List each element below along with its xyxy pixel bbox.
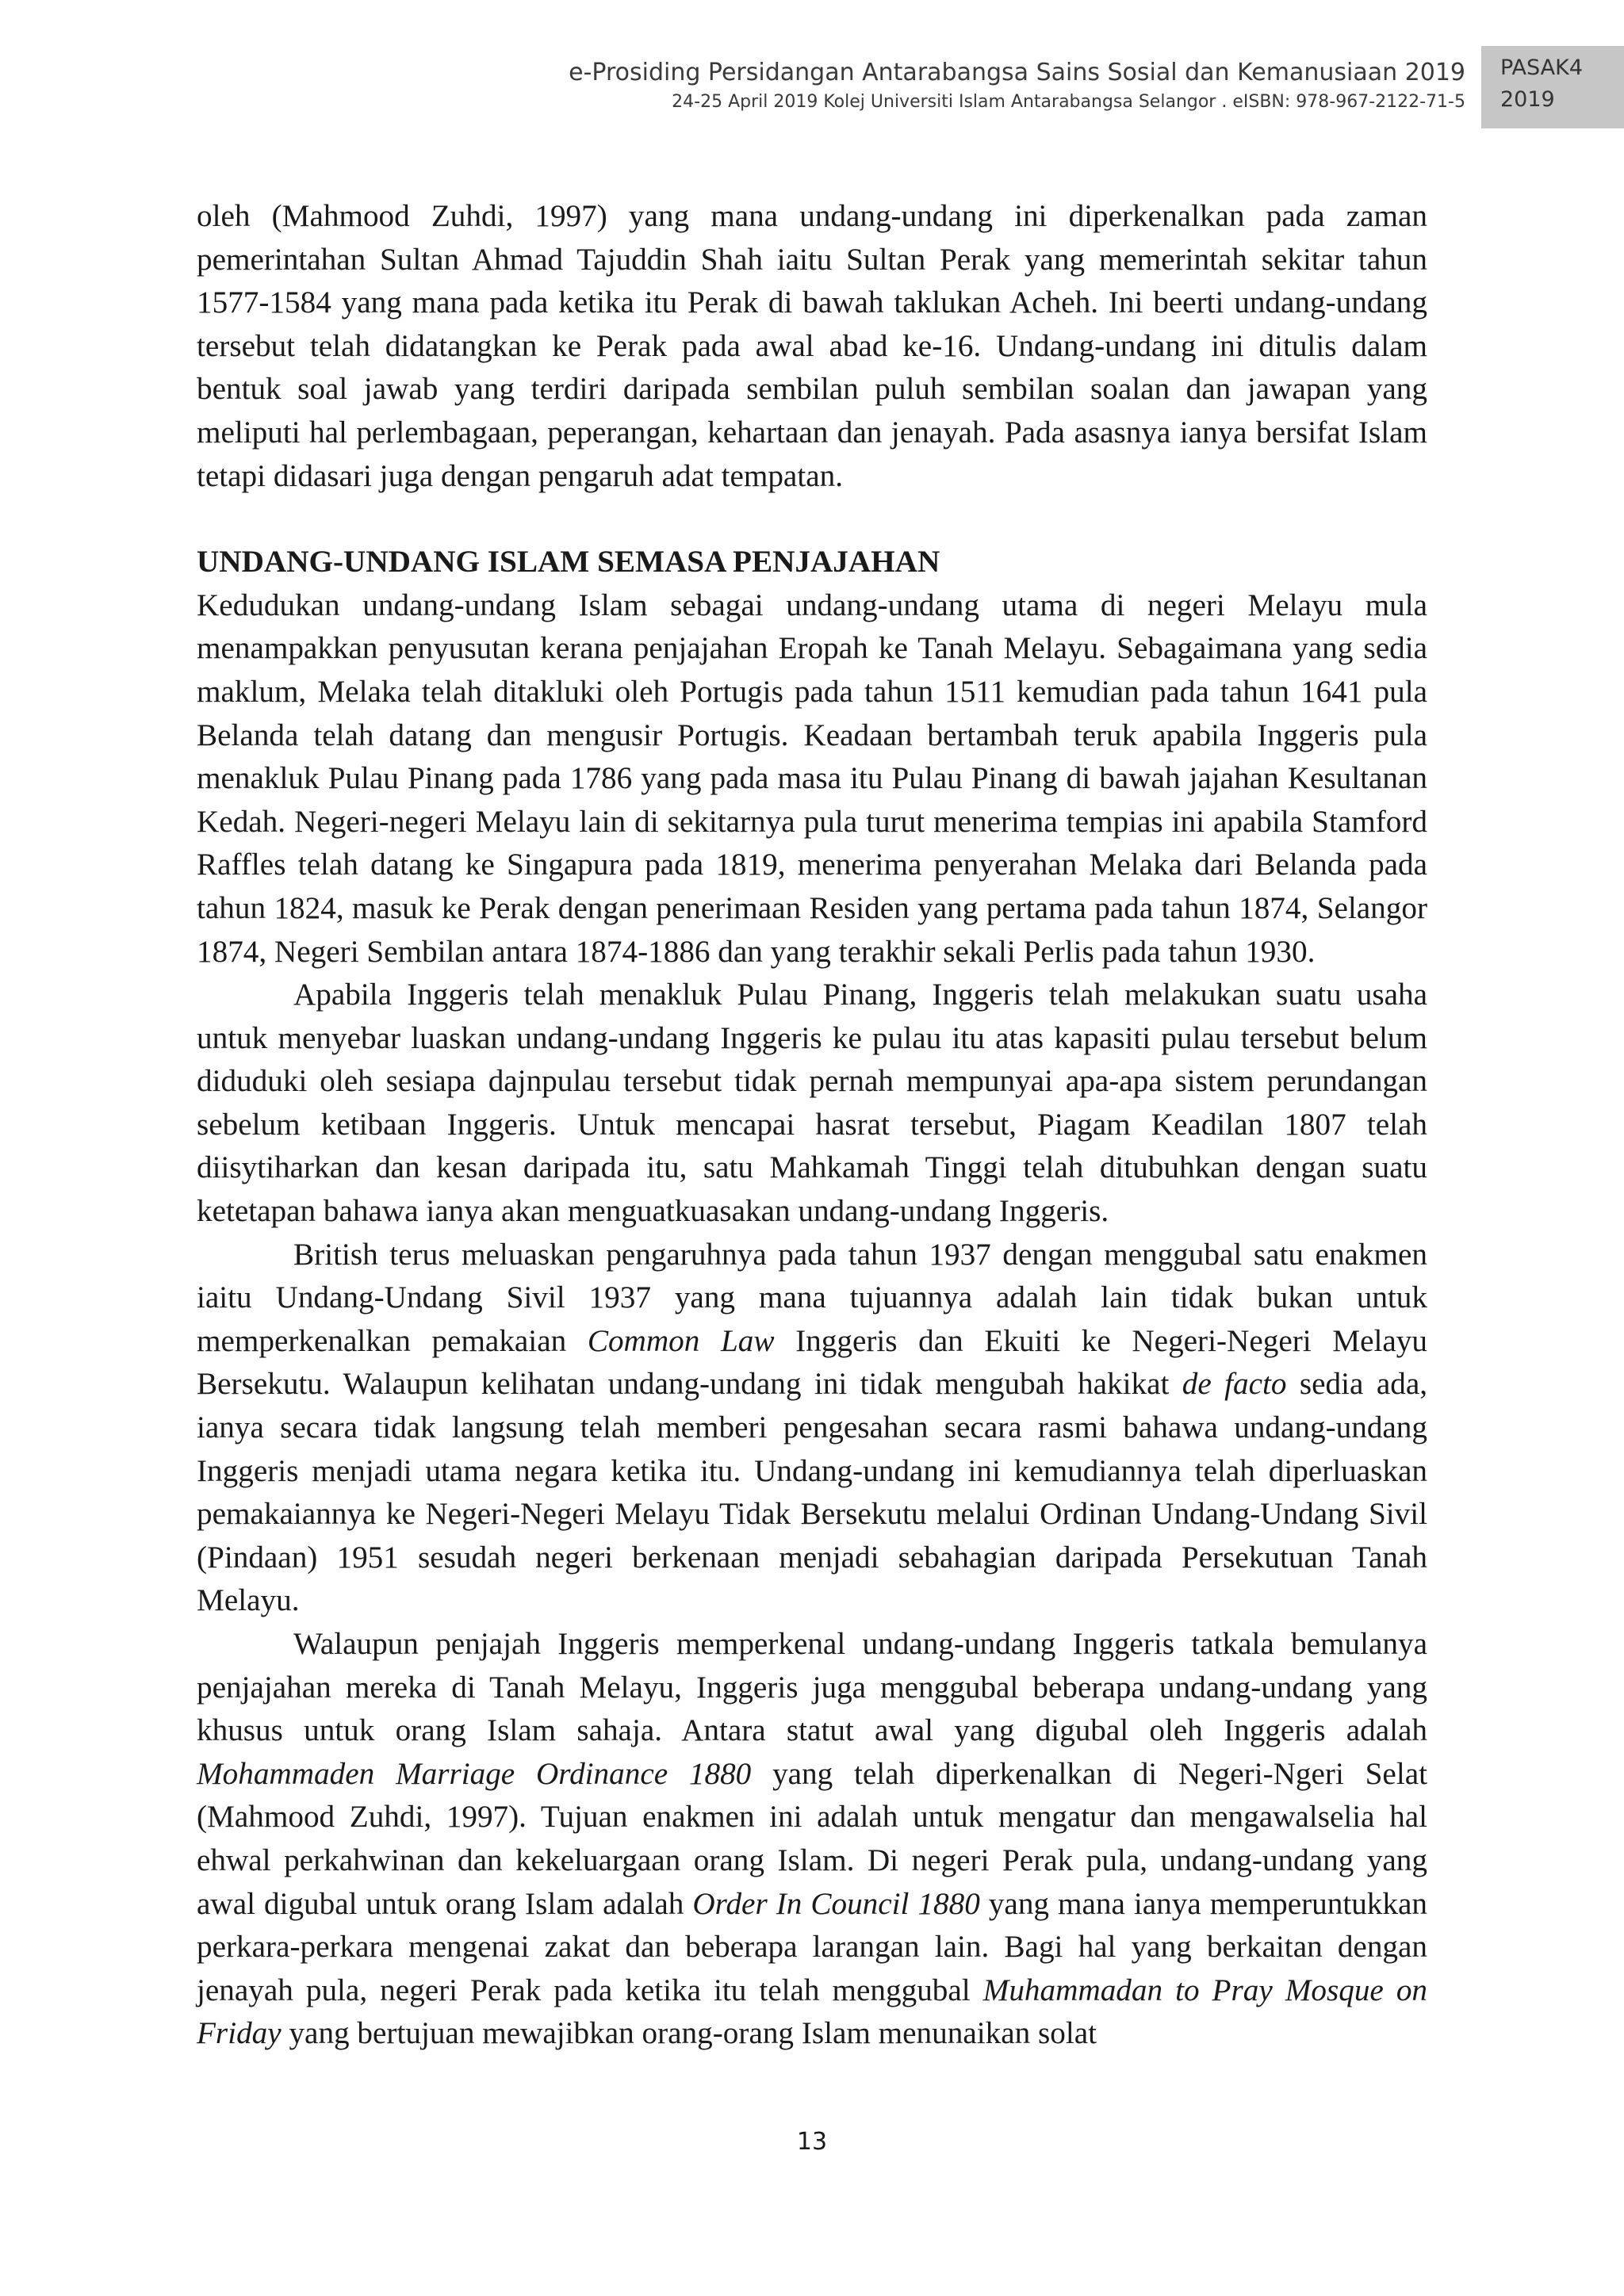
- conference-details: 24-25 April 2019 Kolej Universiti Islam Antarabangsa Selangor . eISBN: 978-967-2122-71-5: [672, 92, 1465, 112]
- page-header: [0, 57, 1624, 136]
- paragraph: Apabila Inggeris telah menakluk Pulau Pinang, Inggeris telah melakukan suatu usaha untuk menyebar luaskan undang-undang Inggeris ke pulau itu atas kapasiti pulau tersebut belum diduduki oleh sesiapa dajnpulau tersebut tidak pernah mempunyai apa-apa sistem perundangan sebelum ketibaan Inggeris. Untuk mencapai hasrat tersebut, Piagam Keadilan 1807 telah diisytiharkan dan kesan daripada itu, satu Mahkamah Tinggi telah ditubuhkan dengan suatu ketetapan bahawa ianya akan menguatkuasakan undang-undang Inggeris.: [197, 978, 1427, 1229]
- page-number: 13: [796, 2128, 828, 2156]
- text-run: Inggeris dan Ekuiti ke Negeri-Negeri Melayu Bersekutu. Walaupun kelihatan undang-undang ini tidak mengubah hakikat: [197, 1323, 1427, 1402]
- italic-term: Common Law: [587, 1323, 775, 1358]
- text-run: sedia ada, ianya secara tidak langsung telah memberi pengesahan secara rasmi bahawa undang-undang Inggeris menjadi utama negara ketika itu. Undang-undang ini kemudiannya telah diperluaskan pemakaiannya ke Negeri-Negeri Melayu Tidak Bersekutu melalui Ordinan Undang-Undang Sivil (Pindaan) 1951 sesudah negeri berkenaan menjadi sebahagian daripada Persekutuan Tanah Melayu.: [197, 1367, 1428, 1618]
- paragraph: [197, 1623, 1427, 2056]
- conference-badge: [1481, 46, 1624, 128]
- text-run: yang bertujuan mewajibkan orang-orang Islam menunaikan solat: [281, 2016, 1097, 2051]
- badge-year: 2019: [1500, 87, 1555, 112]
- badge-label: PASAK4: [1500, 55, 1584, 80]
- text-run: yang mana ianya memperuntukkan perkara-perkara mengenai zakat dan beberapa larangan lain. Bagi hal yang berkaitan dengan jenayah pula, negeri Perak pada ketika itu telah menggubal: [197, 1886, 1427, 2007]
- italic-term: Muhammadan to Pray Mosque on Friday: [197, 1973, 1428, 2051]
- italic-term: Order In Council 1880: [692, 1886, 980, 1921]
- conference-info: [569, 57, 1465, 116]
- text-run: yang telah diperkenalkan di Negeri-Ngeri Selat (Mahmood Zuhdi, 1997). Tujuan enakmen ini adalah untuk mengatur dan mengawalselia hal ehwal perkahwinan dan kekeluargaan orang Islam. Di negeri Perak pula, undang-undang yang awal digubal untuk orang Islam adalah: [197, 1756, 1427, 1921]
- text-run: Walaupun penjajah Inggeris memperkenal undang-undang Inggeris tatkala bemulanya penjajahan mereka di Tanah Melayu, Inggeris juga menggubal beberapa undang-undang yang khusus untuk orang Islam sahaja. Antara statut awal yang digubal oleh Inggeris adalah: [197, 1627, 1427, 1748]
- italic-term: Mohammaden Marriage Ordinance 1880: [197, 1756, 752, 1791]
- paragraph-continuation: oleh (Mahmood Zuhdi, 1997) yang mana undang-undang ini diperkenalkan pada zaman pemerintahan Sultan Ahmad Tajuddin Shah iaitu Sultan Perak yang memerintah sekitar tahun 1577-1584 yang mana pada ketika itu Perak di bawah taklukan Acheh. Ini beerti undang-undang tersebut telah didatangkan ke Perak pada awal abad ke-16. Undang-undang ini ditulis dalam bentuk soal jawab yang terdiri daripada sembilan puluh sembilan soalan dan jawapan yang meliputi hal perlembagaan, peperangan, kehartaan dan jenayah. Pada asasnya ianya bersifat Islam tetapi didasari juga dengan pengaruh adat tempatan.: [197, 199, 1427, 493]
- italic-term: de facto: [1182, 1367, 1287, 1402]
- page-body: [197, 195, 1427, 2056]
- conference-title: e-Prosiding Persidangan Antarabangsa Sains Sosial dan Kemanusiaan 2019: [569, 59, 1465, 86]
- text-run: British terus meluaskan pengaruhnya pada tahun 1937 dengan menggubal satu enakmen iaitu Undang-Undang Sivil 1937 yang mana tujuannya adalah lain tidak bukan untuk memperkenalkan pemakaian: [197, 1237, 1427, 1358]
- paragraph: [197, 1234, 1427, 1623]
- section-heading: UNDANG-UNDANG ISLAM SEMASA PENJAJAHAN: [197, 545, 940, 580]
- paragraph: Kedudukan undang-undang Islam sebagai undang-undang utama di negeri Melayu mula menampakkan penyusutan kerana penjajahan Eropah ke Tanah Melayu. Sebagaimana yang sedia maklum, Melaka telah ditakluki oleh Portugis pada tahun 1511 kemudian pada tahun 1641 pula Belanda telah datang dan mengusir Portugis. Keadaan bertambah teruk apabila Inggeris pula menakluk Pulau Pinang pada 1786 yang pada masa itu Pulau Pinang di bawah jajahan Kesultanan Kedah. Negeri-negeri Melayu lain di sekitarnya pula turut menerima tempias ini apabila Stamford Raffles telah datang ke Singapura pada 1819, menerima penyerahan Melaka dari Belanda pada tahun 1824, masuk ke Perak dengan penerimaan Residen yang pertama pada tahun 1874, Selangor 1874, Negeri Sembilan antara 1874-1886 dan yang terakhir sekali Perlis pada tahun 1930.: [197, 587, 1427, 969]
